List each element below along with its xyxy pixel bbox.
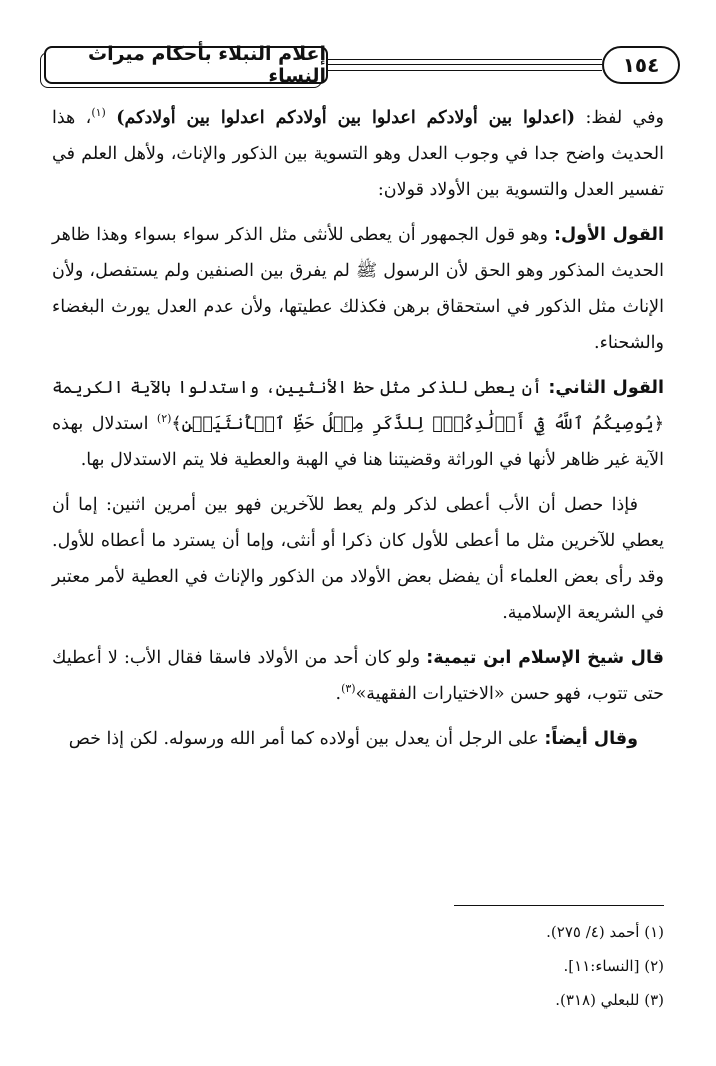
paragraph-label: القول الأول: — [553, 225, 664, 245]
book-title: إعلام النبلاء بأحكام ميراث النساء — [44, 46, 328, 84]
paragraph — [52, 640, 664, 712]
footnote-divider — [454, 905, 664, 906]
main-text — [52, 100, 664, 766]
text-run: ولو كان أحد من الأولاد فاسقا فقال الأب: لا أعطيك حتى تتوب، فهو حسن «الاختيارات الفقهية» — [52, 648, 664, 704]
header-rule — [321, 70, 602, 71]
text-run: على الرجل أن يعدل بين أولاده كما أمر الله ورسوله. لكن إذا خص — [68, 729, 545, 749]
quran-verse: ﴿يُوصِيكُمُ ٱللَّهُ فِيٓ أَوۡلَٰدِكُمۡۖ لِلذَّكَرِ مِثۡلُ حَظِّ ٱلۡأُنثَيَيۡنِ﴾ — [171, 414, 664, 434]
text-run: . — [335, 684, 342, 704]
paragraph — [52, 370, 664, 478]
text-run: ، هذا الحديث واضح جدا في وجوب العدل وهو التسوية بين الذكور والإناث، ولأهل العلم في تفسير العدل والتسوية بين الأولاد قولان: — [52, 108, 664, 200]
paragraph-label: القول الثاني: — [548, 378, 664, 398]
header-rule — [321, 64, 602, 65]
text-run: وفي لفظ: — [575, 108, 664, 128]
footnote-ref: (٢) — [156, 412, 172, 426]
paragraph-label: قال شيخ الإسلام ابن تيمية: — [426, 648, 664, 668]
footnotes — [264, 915, 664, 1017]
paragraph-label: وقال أيضاً: — [544, 729, 638, 749]
text-run: فإذا حصل أن الأب أعطى لذكر ولم يعط للآخرين فهو بين أمرين اثنين: إما أن يعطي للآخرين مثل ما أعطى للأول كان ذكرا أو أنثى، وإما أن يسترد ما أعطاه للأول. وقد رأى بعض العلماء أن يفضل بعض الأولاد من الذكور والإناث في العطية لأمر معتبر في الشريعة الإسلامية. — [52, 495, 664, 623]
text-run: أن يعطى للذكر مثل حظ الأنثيين، واستدلوا بالآية الكريمة — [52, 378, 549, 398]
page-number: ١٥٤ — [602, 46, 680, 84]
hadith-quote: (اعدلوا بين أولادكم اعدلوا بين أولادكم اعدلوا بين أولادكم) — [116, 108, 576, 128]
text-run: وهو قول الجمهور أن يعطى للأنثى مثل الذكر سواء بسواء وهذا ظاهر الحديث المذكور وهو الحق لأن الرسول ﷺ لم يفرق بين الصنفين ولم يستفصل، ولأن الإناث مثل الذكور في استحقاق برهن فكذلك عطيتها، ولأن عدم العدل يورث البغضاء والشحناء. — [52, 225, 664, 353]
paragraph — [52, 217, 664, 361]
paragraph — [52, 721, 664, 757]
footnote-ref: (١) — [91, 106, 106, 120]
header-rule — [321, 59, 602, 60]
footnote: (٣) للبعلي (٣١٨). — [555, 991, 664, 1009]
page-header — [36, 40, 684, 90]
paragraph — [52, 100, 664, 208]
footnote: (٢) [النساء:١١]. — [563, 957, 664, 975]
footnote-ref: (٣) — [341, 682, 356, 696]
text-run: استدلال بهذه الآية غير ظاهر لأنها في الوراثة وقضيتنا هنا في الهبة والعطية فلا يتم الاستدلال بها. — [52, 414, 664, 470]
footnote: (١) أحمد (٤/ ٢٧٥). — [546, 923, 664, 941]
paragraph — [52, 487, 664, 631]
